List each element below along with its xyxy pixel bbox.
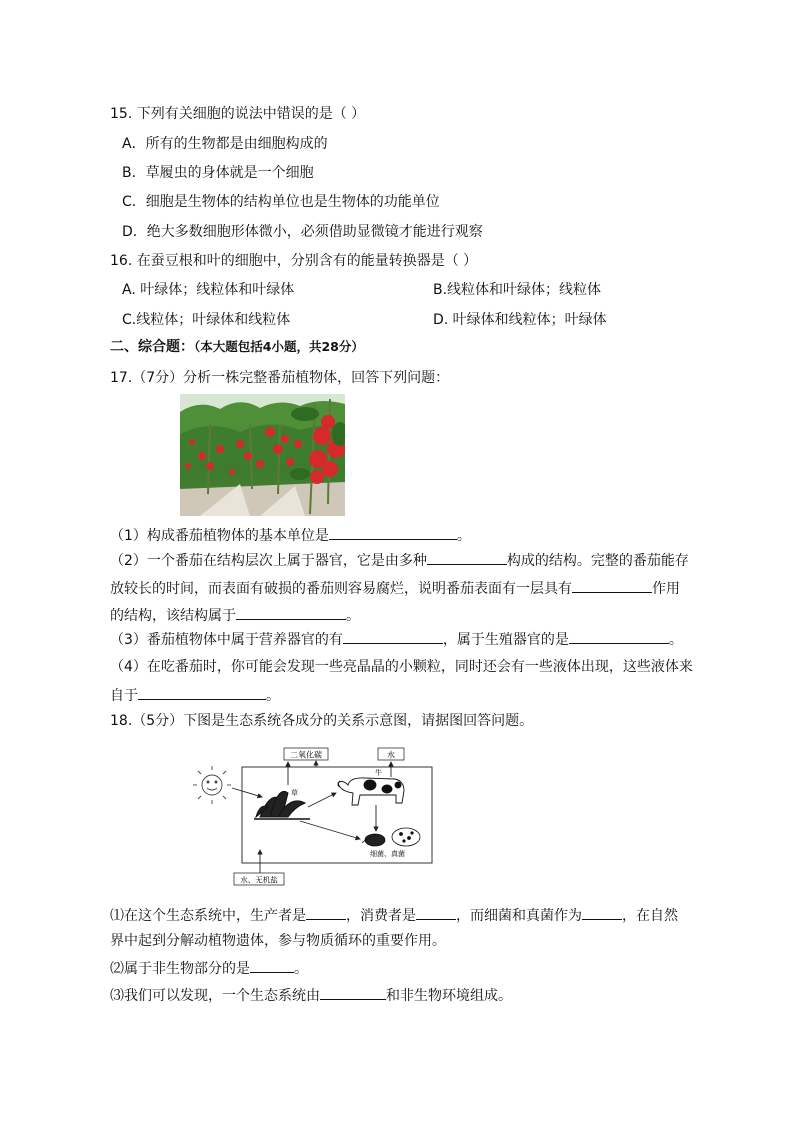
q18-p1-text-d: ，在自然 [622, 908, 678, 924]
q18-p2-end: 。 [294, 961, 308, 977]
q16-option-d: D. 叶绿体和线粒体；叶绿体 [433, 312, 607, 328]
microbes-icon [362, 828, 420, 846]
q17-blank-1[interactable] [329, 525, 457, 540]
q16-option-a: A. 叶绿体；线粒体和叶绿体 [122, 282, 295, 298]
q17-p2-text-e: 的结构，该结构属于 [110, 608, 236, 624]
q17-p4-text: 自于 [110, 688, 138, 704]
q17-blank-5[interactable] [343, 629, 443, 644]
q17-part4-line2 [110, 685, 280, 706]
q17-part1 [110, 525, 471, 546]
q17-p4-end: 。 [266, 688, 280, 704]
q18-blank-2[interactable] [416, 905, 456, 920]
grass-label: 草 [291, 789, 298, 797]
q17-blank-7[interactable] [138, 685, 266, 700]
q17-blank-3[interactable] [572, 578, 652, 593]
q15-option-c: C．细胞是生物体的结构单位也是生物体的功能单位 [122, 194, 440, 210]
q17-p2-end: 。 [346, 608, 360, 624]
q18-blank-4[interactable] [250, 958, 294, 973]
microbes-label: 细菌、真菌 [370, 850, 405, 858]
q18-p1-text-c: ，而细菌和真菌作为 [456, 908, 582, 924]
q17-part4-line1: （4）在吃番茄时，你可能会发现一些亮晶晶的小颗粒，同时还会有一些液体出现，这些液体来 [110, 659, 693, 675]
sun-icon [193, 766, 231, 804]
q17-part3 [110, 629, 683, 650]
co2-label: 二氧化碳 [290, 750, 322, 760]
q15-option-b: B．草履虫的身体就是一个细胞 [122, 165, 314, 181]
ecosystem-diagram [190, 745, 440, 887]
q16-stem: 16. 在蚕豆根和叶的细胞中，分别含有的能量转换器是（ ） [110, 253, 478, 269]
q17-blank-6[interactable] [569, 629, 669, 644]
q18-part2 [110, 958, 308, 979]
section-note: （本大题包括4小题，共28分） [194, 339, 364, 354]
q17-blank-2[interactable] [427, 550, 507, 565]
water-label: 水 [387, 750, 395, 760]
minerals-label: 水、无机盐 [240, 875, 278, 885]
ecosystem-diagram-svg [190, 745, 440, 887]
q17-p2-text: （2）一个番茄在结构层次上属于器官，它是由多种 [110, 553, 427, 569]
q15-option-a: A．所有的生物都是由细胞构成的 [122, 136, 328, 152]
q16-option-b: B.线粒体和叶绿体；线粒体 [433, 282, 602, 298]
q18-blank-3[interactable] [582, 905, 622, 920]
q17-part2-line2 [110, 578, 680, 599]
cow-icon [338, 778, 404, 805]
q18-stem: 18.（5分）下图是生态系统各成分的关系示意图，请据图回答问题。 [110, 713, 534, 729]
q17-p1-end: 。 [456, 528, 471, 544]
section-title: 二、综合题： [110, 339, 194, 355]
q18-blank-5[interactable] [320, 985, 386, 1000]
q17-p3-text: （3）番茄植物体中属于营养器官的有 [110, 632, 343, 648]
q16-option-c: C.线粒体；叶绿体和线粒体 [122, 312, 291, 328]
q17-p2-text-d: 作用 [652, 581, 680, 597]
q15-option-d: D．绝大多数细胞形体微小，必须借助显微镜才能进行观察 [122, 224, 483, 240]
q18-part3 [110, 985, 512, 1006]
q17-part2-line3 [110, 605, 360, 626]
q17-part2-line1 [110, 550, 689, 571]
q15-stem: 15. 下列有关细胞的说法中错误的是（ ） [110, 106, 366, 122]
q18-p1-text-b: ，消费者是 [346, 908, 416, 924]
q17-blank-4[interactable] [236, 605, 346, 620]
q18-p2-text: ⑵属于非生物部分的是 [110, 961, 250, 977]
cow-label: 牛 [375, 769, 382, 777]
q18-part1-line1 [110, 905, 678, 926]
q17-stem: 17.（7分）分析一株完整番茄植物体，回答下列问题： [110, 370, 450, 386]
q17-p3-text-b: ，属于生殖器官的是 [442, 632, 569, 648]
tomato-plant-illustration [180, 394, 345, 516]
q17-p2-text-c: 放较长的时间，而表面有破损的番茄则容易腐烂，说明番茄表面有一层具有 [110, 581, 572, 597]
q18-p3-text: ⑶我们可以发现，一个生态系统由 [110, 988, 320, 1004]
q18-blank-1[interactable] [306, 905, 346, 920]
tomato-plant-photo [180, 394, 345, 516]
grass-icon [254, 791, 310, 819]
q17-p2-text-b: 构成的结构。完整的番茄能存 [506, 553, 689, 569]
q17-p1-text: （1）构成番茄植物体的基本单位是 [110, 528, 329, 544]
section-heading [110, 337, 364, 357]
q18-p1-text: ⑴在这个生态系统中，生产者是 [110, 908, 306, 924]
q17-p3-end: 。 [668, 632, 683, 648]
q18-part1-line2: 界中起到分解动植物遗体，参与物质循环的重要作用。 [110, 933, 446, 949]
q18-p3-text-b: 和非生物环境组成。 [386, 988, 512, 1004]
